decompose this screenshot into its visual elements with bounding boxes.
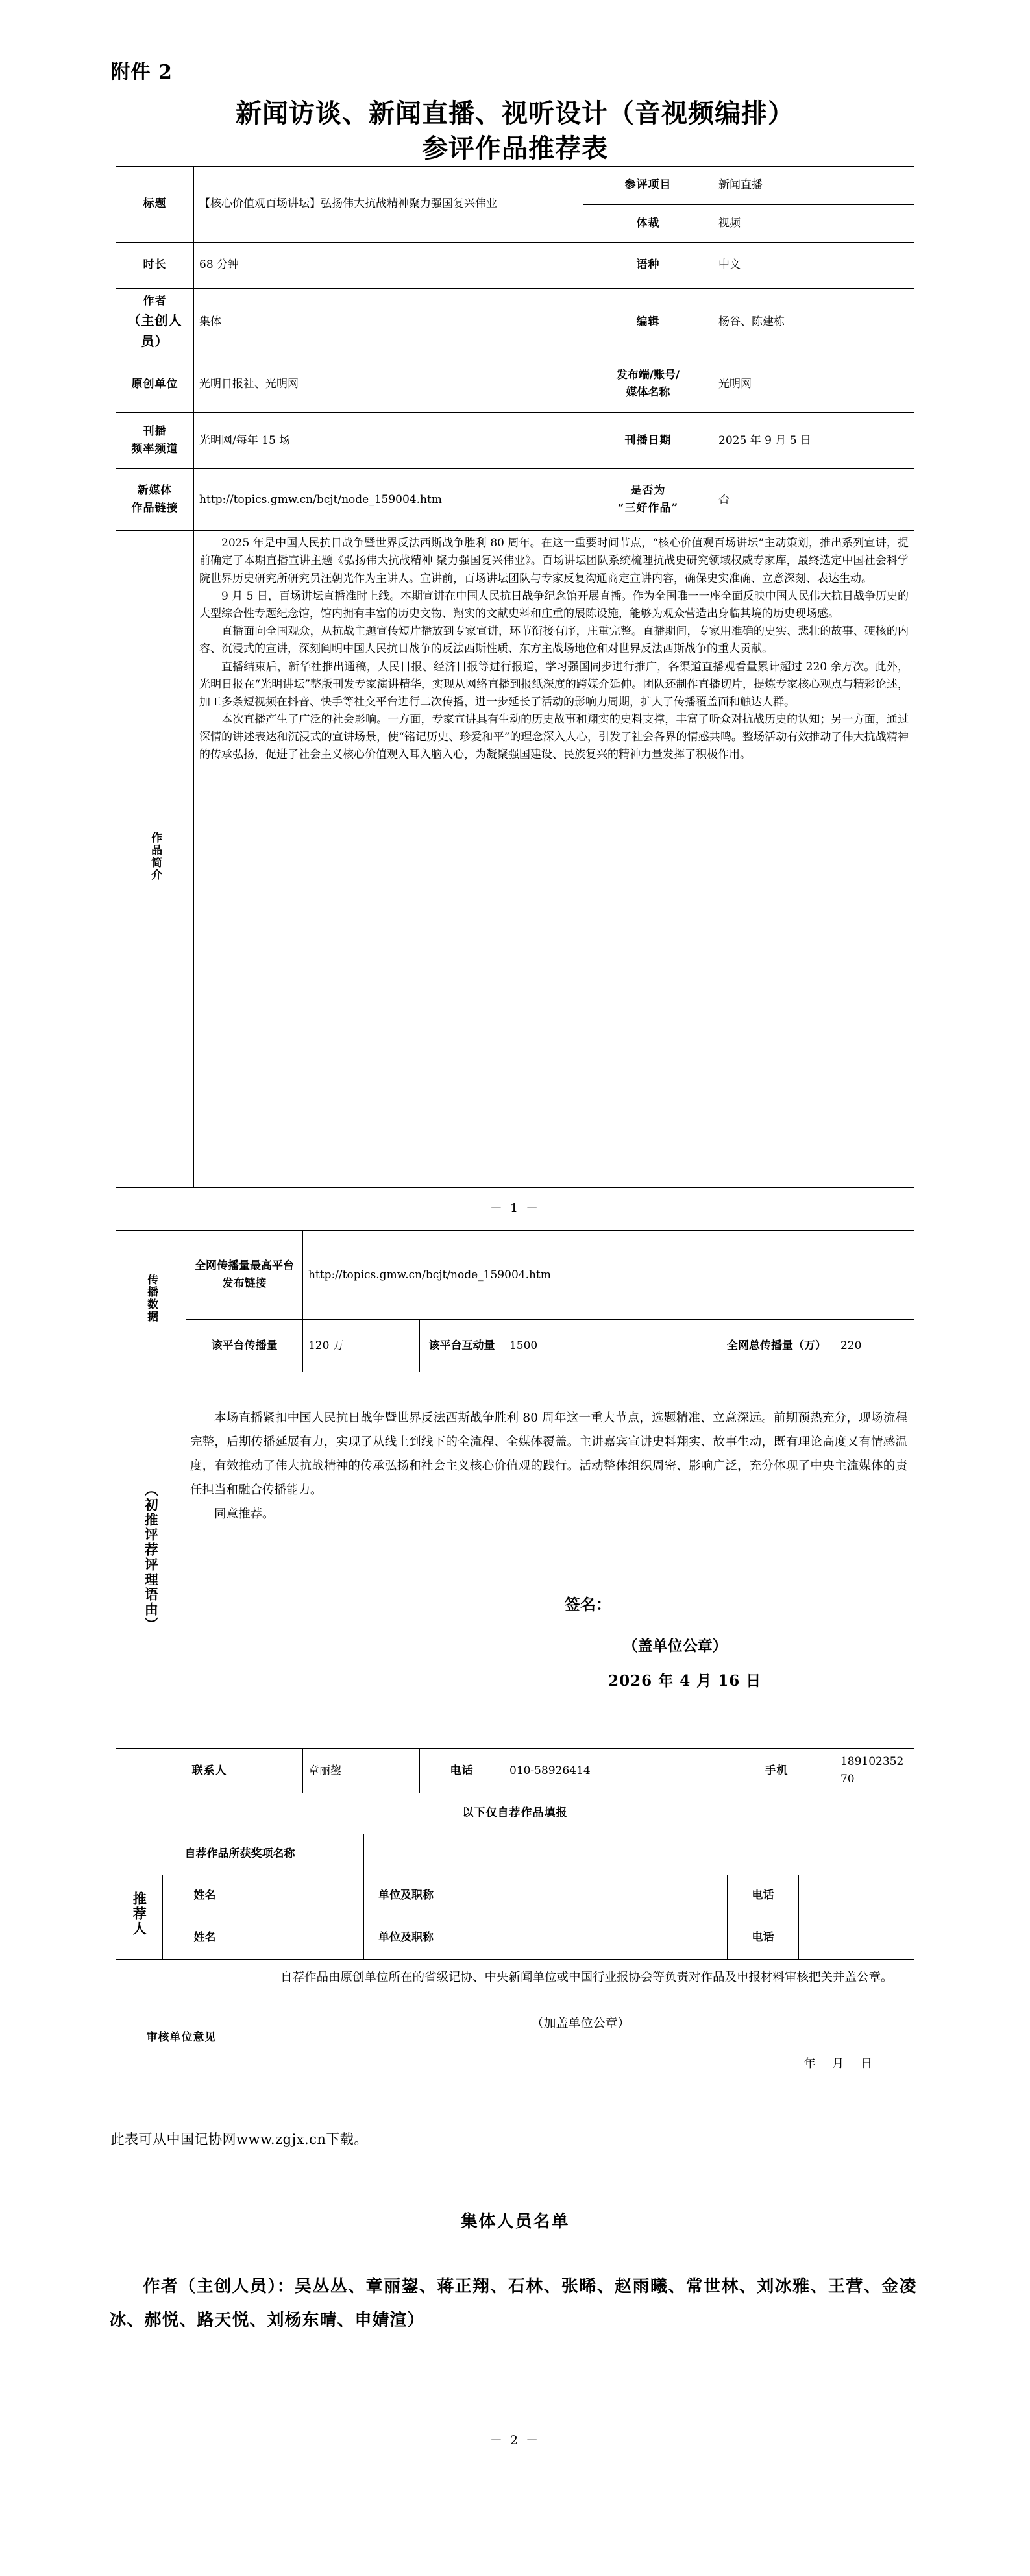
table-row (116, 243, 914, 289)
label-author (116, 289, 194, 356)
value-unit-1[interactable] (448, 1875, 727, 1917)
label-is-good (583, 469, 713, 531)
label-platform-interact: 该平台互动量 (419, 1320, 504, 1372)
summary-body (194, 531, 914, 1188)
label-summary-text: 作品简介 (149, 831, 162, 881)
label-phone: 电话 (419, 1749, 504, 1793)
label-mobile: 手机 (718, 1749, 835, 1793)
label-unit-1: 单位及职称 (363, 1875, 448, 1917)
table-row (116, 1372, 914, 1749)
label-category: 参评项目 (583, 167, 713, 205)
signature-label: 签名： (564, 1595, 611, 1614)
label-review (116, 1372, 186, 1749)
value-publish-date: 2025 年 9 月 5 日 (713, 413, 914, 469)
label-phone-2: 电话 (727, 1917, 798, 1959)
document-sheet (110, 0, 921, 2462)
value-max-platform-link[interactable]: http://topics.gmw.cn/bcjt/node_159004.htm (302, 1231, 914, 1320)
value-phone: 010-58926414 (504, 1749, 718, 1793)
value-original-unit: 光明日报社、光明网 (194, 356, 583, 413)
summary-paragraph: 直播结束后，新华社推出通稿，人民日报、经济日报等进行报道，学习强国同步进行推广，各渠道直播观看量累计超过 220 余万次。此外，光明日报在“光明讲坛”整版刊发专家演讲精华，实现从网络直播到报纸深度的跨媒介延伸。团队还制作直播切片，提炼专家核心观点与精彩论述，加工多条短视频在抖音、快手等社交平台进行二次传播，进一步延长了活动的影响力周期，扩大了传播覆盖面和触达人群。 (199, 660, 909, 709)
label-review-text: （初推评荐评理语由） (143, 1483, 160, 1633)
table-row (116, 356, 914, 413)
table-row (116, 531, 914, 1188)
label-total-spread: 全网总传播量（万） (718, 1320, 835, 1372)
label-spread-data (116, 1231, 186, 1372)
label-phone-1: 电话 (727, 1875, 798, 1917)
label-channel-line1: 刊播 (143, 425, 167, 438)
label-publisher-line1: 发布端/账号/ (616, 369, 680, 382)
table-row (116, 289, 914, 356)
label-channel-line2: 频率频道 (131, 443, 178, 456)
label-is-good-line1: 是否为 (630, 484, 666, 497)
table-row (116, 413, 914, 469)
label-audit-opinion-text: 审核单位意见 (146, 2031, 217, 2044)
value-author: 集体 (194, 289, 583, 356)
roster-title: 集体人员名单 (460, 2211, 570, 2231)
label-publisher (583, 356, 713, 413)
label-name-2: 姓名 (162, 1917, 247, 1959)
value-unit-2[interactable] (448, 1917, 727, 1959)
value-mobile: 18910235270 (835, 1749, 914, 1793)
label-genre: 体裁 (583, 204, 713, 243)
work-info-table (116, 166, 914, 1188)
value-contact-person: 章丽鋆 (302, 1749, 419, 1793)
label-author-main: 作者 (143, 295, 167, 308)
signature-block (186, 1592, 914, 1748)
value-phone-1[interactable] (798, 1875, 914, 1917)
label-recommender (116, 1875, 162, 1959)
table-row (116, 1875, 914, 1917)
page-number-2: － 2 － (489, 2433, 541, 2448)
bottom-spacer (110, 2337, 921, 2420)
value-publisher: 光明网 (713, 356, 914, 413)
label-award-name: 自荐作品所获奖项名称 (116, 1834, 363, 1875)
value-phone-2[interactable] (798, 1917, 914, 1959)
label-publish-date: 刊播日期 (583, 413, 713, 469)
table-row (116, 1320, 914, 1372)
label-spread-data-text: 传播数据 (145, 1274, 158, 1324)
title-line-2: 参评作品推荐表 (422, 133, 608, 164)
label-max-platform-link: 全网传播量最高平台发布链接 (186, 1231, 302, 1320)
page-number-1: － 1 － (489, 1201, 541, 1216)
table-row (116, 1793, 914, 1834)
label-audit-opinion (116, 1959, 247, 2117)
summary-paragraph: 2025 年是中国人民抗日战争暨世界反法西斯战争胜利 80 周年。在这一重要时间节点，“核心价值观百场讲坛”主动策划，推出系列宣讲，提前确定了本期直播宣讲主题《弘扬伟大抗战精神 聚力强国复兴伟业》。百场讲坛团队系统梳理抗战史研究领域权威专家库，最终选定中国社会科学院世界历史研究所研究员汪朝光作为主讲人。宣讲前，百场讲坛团队与专家反复沟通商定宣讲内容，确保史实准确、立意深刻、表达生动。 (199, 537, 909, 585)
table-row (116, 1749, 914, 1793)
value-platform-spread: 120 万 (302, 1320, 419, 1372)
value-total-spread: 220 (835, 1320, 914, 1372)
signature-date: 2026 年 4 月 16 日 (608, 1672, 762, 1690)
label-title: 标题 (116, 167, 194, 243)
review-cell (186, 1372, 914, 1749)
label-contact-person: 联系人 (116, 1749, 302, 1793)
value-title: 【核心价值观百场讲坛】弘扬伟大抗战精神聚力强国复兴伟业 (194, 167, 583, 243)
label-platform-spread: 该平台传播量 (186, 1320, 302, 1372)
value-name-2[interactable] (247, 1917, 363, 1959)
review-body (186, 1372, 914, 1530)
title-line-1: 新闻访谈、新闻直播、视听设计（音视频编排） (236, 98, 794, 128)
table-row (116, 1917, 914, 1959)
page-title (110, 96, 921, 166)
audit-date-placeholder: 年 月 日 (803, 2056, 879, 2071)
label-duration: 时长 (116, 243, 194, 289)
label-newmedia-line1: 新媒体 (137, 484, 173, 497)
attachment-label: 附件 2 (110, 61, 173, 84)
value-newmedia-url[interactable]: http://topics.gmw.cn/bcjt/node_159004.htm (194, 469, 583, 531)
audit-seal-label: （加盖单位公章） (531, 2015, 630, 2030)
label-author-sub: （主创人员） (127, 313, 182, 350)
value-editor: 杨谷、陈建栋 (713, 289, 914, 356)
table-row (116, 167, 914, 205)
spread-data-table (116, 1230, 914, 1793)
label-unit-2: 单位及职称 (363, 1917, 448, 1959)
summary-paragraph: 9 月 5 日，百场讲坛直播准时上线。本期宣讲在中国人民抗日战争纪念馆开展直播。作为全国唯一一座全面反映中国人民伟大抗日战争历史的大型综合性专题纪念馆，馆内拥有丰富的历史文物、翔实的文献史料和庄重的展陈设施，能够为观众营造出身临其境的历史现场感。 (199, 589, 909, 620)
value-platform-interact: 1500 (504, 1320, 718, 1372)
summary-paragraph: 本次直播产生了广泛的社会影响。一方面，专家宣讲具有生动的历史故事和翔实的史料支撑，丰富了听众对抗战历史的认知；另一方面，通过深情的讲述表达和沉浸式的宣讲场景，使“铭记历史、珍爱和平”的理念深入人心，引发了社会各界的情感共鸣。整场活动有效推动了伟大抗战精神的传承弘扬，促进了社会主义核心价值观入耳入脑入心，为凝聚强国建设、民族复兴的精神力量发挥了积极作用。 (199, 713, 909, 762)
label-newmedia-line2: 作品链接 (131, 502, 178, 515)
audit-opinion-cell (247, 1959, 914, 2117)
seal-label: （盖单位公章） (622, 1636, 728, 1655)
value-duration: 68 分钟 (194, 243, 583, 289)
self-recommend-banner: 以下仅自荐作品填报 (116, 1793, 914, 1834)
label-recommender-text: 推荐人 (131, 1891, 148, 1936)
review-paragraph: 本场直播紧扣中国人民抗日战争暨世界反法西斯战争胜利 80 周年这一重大节点，选题精准、立意深远。前期预热充分，现场流程完整，后期传播延展有力，实现了从线上到线下的全流程、全媒体覆盖。主讲嘉宾宣讲史料翔实、故事生动，既有理论高度又有情感温度，有效推动了伟大抗战精神的传承弘扬和社会主义核心价值观的践行。活动整体组织周密、影响广泛，充分体现了中央主流媒体的责任担当和融合传播能力。 (190, 1411, 908, 1498)
roster-body: 作者（主创人员）：吴丛丛、章丽鋆、蒋正翔、石林、张晞、赵雨曦、常世林、刘冰雅、王营、金凌冰、郝悦、路天悦、刘杨东晴、申婧渲） (109, 2276, 917, 2330)
table-row (116, 1959, 914, 2117)
audit-note (247, 1960, 914, 2082)
label-newmedia (116, 469, 194, 531)
label-name-1: 姓名 (162, 1875, 247, 1917)
label-summary (116, 531, 194, 1188)
label-is-good-line2: “三好作品” (617, 502, 679, 515)
label-original-unit: 原创单位 (116, 356, 194, 413)
value-is-good: 否 (713, 469, 914, 531)
value-award-name[interactable] (363, 1834, 914, 1875)
review-paragraph: 同意推荐。 (214, 1507, 275, 1522)
value-channel: 光明网/每年 15 场 (194, 413, 583, 469)
download-footnote: 此表可从中国记协网www.zgjx.cn下载。 (110, 2131, 368, 2147)
summary-paragraph: 直播面向全国观众，从抗战主题宣传短片播放到专家宣讲，环节衔接有序，庄重完整。直播期间，专家用准确的史实、悲壮的故事、硬核的内容、沉浸式的宣讲，深刻阐明中国人民抗日战争的反法西斯性质、东方主战场地位和对世界反法西斯战争的重大贡献。 (199, 625, 909, 656)
table-row (116, 1834, 914, 1875)
label-channel (116, 413, 194, 469)
value-name-1[interactable] (247, 1875, 363, 1917)
label-language: 语种 (583, 243, 713, 289)
value-genre: 视频 (713, 204, 914, 243)
self-recommend-table (116, 1793, 914, 2117)
table-row (116, 469, 914, 531)
label-publisher-line2: 媒体名称 (626, 386, 670, 400)
value-language: 中文 (713, 243, 914, 289)
label-editor: 编辑 (583, 289, 713, 356)
table-row (116, 1231, 914, 1320)
audit-note-text: 自荐作品由原创单位所在的省级记协、中央新闻单位或中国行业报协会等负责对作品及申报材料审核把关并盖公章。 (280, 1970, 893, 1984)
value-category: 新闻直播 (713, 167, 914, 205)
